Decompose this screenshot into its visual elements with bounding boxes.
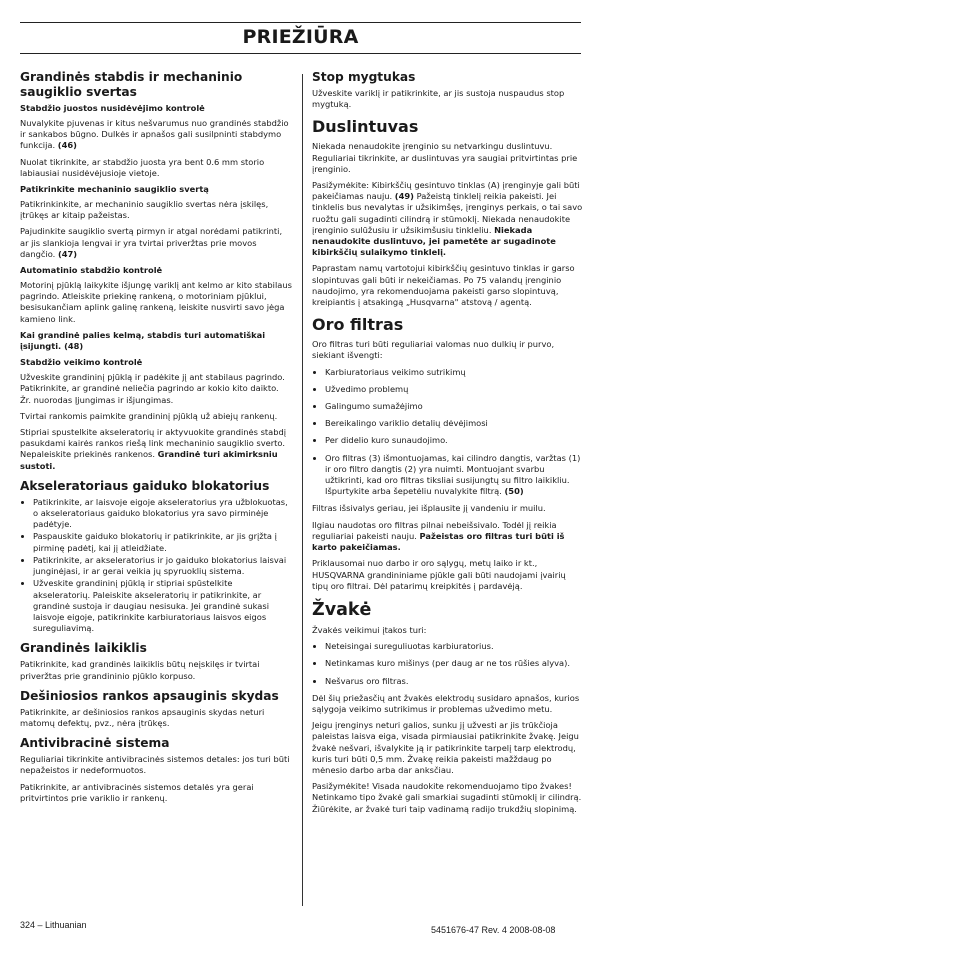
section-spark-plug (312, 599, 584, 815)
paragraph: Patikrinkite, kad grandinės laikiklis būtų neįskilęs ir tvirtai priveržtas prie grandininio pjūklo korpuso. (20, 659, 260, 681)
section-muffler (312, 117, 584, 308)
page-number-label: 324 – Lithuanian (20, 920, 87, 930)
document-number: 5451676-47 Rev. 4 2008-08-08 (431, 925, 556, 935)
heading-right-hand-guard: Dešiniosios rankos apsauginis skydas (20, 688, 279, 703)
list-item: • Nešvarus oro filtras. (325, 676, 584, 687)
paragraph: Patikrinkite, ar dešiniosios rankos apsauginis skydas neturi matomų defektų, pvz., nėra įtrūkęs. (20, 706, 265, 728)
left-column (20, 70, 292, 811)
paragraph: Kai grandinė palies kelmą, stabdis turi automatiškai įsijungti. (48) (20, 329, 266, 352)
page-title: PRIEŽIŪRA (242, 26, 359, 48)
paragraph: Filtras išsivalys geriau, jei išplausite jį vandeniu ir muilu. (312, 503, 546, 514)
paragraph: Oro filtras turi būti reguliariai valomas nuo dulkių ir purvo, siekiant išvengti: (312, 339, 555, 361)
section-air-filter (312, 315, 584, 592)
list-item: • Bereikalingo variklio detalių dėvėjimosi (325, 418, 584, 429)
paragraph: Patikrinkite, ar antivibracinės sistemos detalės yra gerai pritvirtintos prie variklio ir rankenų. (20, 781, 254, 803)
list-item: • Netinkamas kuro mišinys (per daug ar ne tos rūšies alyva). (325, 658, 584, 669)
section-throttle-lockout (20, 479, 292, 634)
list-item: • Paspauskite gaiduko blokatorių ir patikrinkite, ar jis grįžta į pirminę padėtį, kai jį atleidžiate. (33, 531, 292, 553)
section-right-hand-guard (20, 689, 292, 729)
paragraph: Patikrinkinkite, ar mechaninio saugiklio svertas nėra įskilęs, įtrūkęs ar kitaip pažeistas. (20, 199, 269, 221)
paragraph: Pasižymėkite: Kibirkščių gesintuvo tinklas (A) įrenginyje gali būti pakeičiamas nauju. (49) Pažeistą tinklelį reikia pakeisti. Jei tinklelis bus nevalytas ir užsikimšęs, įrenginys perkais, o tai savo ruožtu gali sugadinti cilindrą ir stūmoklį. Niekada nenaudokite įrenginio sulūžusiu ir užsikimšusiu tinkleliu. Niekada nenaudokite duslintuvo, jei pametėte ar sugadinote kibirkščių sulaikymo tinklelį. (312, 180, 583, 258)
subheading-automatic-brake: Automatinio stabdžio kontrolė (20, 265, 163, 276)
paragraph: Pajudinkite saugiklio svertą pirmyn ir atgal norėdami patikrinti, ar jis slankioja lengvai ir yra tvirtai priveržtas prie movos dangčio. (47) (20, 226, 283, 259)
paragraph: Motorinį pjūklą laikykite išjungę variklį ant kelmo ar kito stabilaus pagrindo. Atleiskite priekinę rankeną, o motoriniam pjūklui, besisukančiam aplink galinę rankeną, leiskite nusvirti savo jėga kamieno link. (20, 280, 292, 324)
heading-air-filter: Oro filtras (312, 315, 404, 335)
paragraph: Paprastam namų vartotojui kibirkščių gesintuvo tinklas ir garso slopintuvas gali būti ir nekeičiamas. Po 75 valandų įrenginio naudojimo, yra rekomenduojama pakeisti garso slopintuvą, kreipiantis į atsakingą „Husqvarna" atstovą / agentą. (312, 263, 575, 308)
list-item: • Užvedimo problemų (325, 384, 584, 395)
list-item: • Galingumo sumažėjimo (325, 401, 584, 412)
list-item: • Patikrinkite, ar laisvoje eigoje akseleratorius yra užblokuotas, o akseleratoriaus gaiduko blokatorius yra savo pirminėje padėtyje. (33, 497, 292, 531)
heading-chain-brake: Grandinės stabdis ir mechaninio saugiklio svertas (20, 70, 243, 99)
paragraph: Užveskite variklį ir patikrinkite, ar jis sustoja nuspaudus stop mygtuką. (312, 88, 565, 110)
paragraph: Dėl šių priežasčių ant žvakės elektrodų susidaro apnašos, kurios sąlygoja veikimo sutrikimus ir problemas užvedimo metu. (312, 692, 580, 714)
list-item: • Neteisingai sureguliuotas karbiuratorius. (325, 641, 584, 652)
list-item: • Patikrinkite, ar akseleratorius ir jo gaiduko blokatorius laisvai junginėjasi, ir ar gerai veikia jų spyruoklių sistema. (33, 555, 292, 577)
subheading-lever-check: Patikrinkite mechaninio saugiklio svertą (20, 184, 209, 195)
paragraph: Stipriai spustelkite akseleratorių ir aktyvuokite grandinės stabdį pasukdami kairės rankos riešą link mechaninio saugiklio sverto. Nepaleiskite priekinės rankenos. Grandinė turi akimirksniu sustoti. (20, 427, 287, 471)
paragraph: Užveskite grandininį pjūklą ir padėkite jį ant stabilaus pagrindo. Patikrinkite, ar grandinė neliečia pagrindo ar kokio kito daikto. Žr. nuorodas Įjungimas ir išjungimas. (20, 372, 285, 405)
section-stop-button (312, 70, 584, 110)
list-item: • Užveskite grandininį pjūklą ir stipriai spūstelkite akseleratorių. Paleiskite akseleratorių ir patikrinkite, ar grandinė sustoja ir daugiau nesisuka. Jei grandinė sukasi laisvoje eigoje, patikrinkite karbiuratoriaus laisvos eigos sureguliavimą. (33, 578, 292, 634)
paragraph: Ilgiau naudotas oro filtras pilnai nebeišsivalo. Todėl jį reikia reguliariai pakeisti nauju. Pažeistas oro filtras turi būti iš karto pakeičiamas. (312, 519, 565, 553)
air-filter-list (312, 367, 584, 498)
subheading-brake-wear: Stabdžio juostos nusidėvėjimo kontrolė (20, 103, 205, 113)
list-item: • Karbiuratoriaus veikimo sutrikimų (325, 367, 584, 378)
throttle-list (20, 497, 292, 634)
page-title-bar (20, 22, 581, 54)
subheading-brake-function: Stabdžio veikimo kontrolė (20, 357, 143, 368)
paragraph: Nuvalykite pjuvenas ir kitus nešvarumus nuo grandinės stabdžio ir sankabos būgno. Dulkės ir apnašos gali susilpninti stabdymo funkcija. (46) (20, 118, 289, 151)
list-item: • Per didelio kuro sunaudojimo. (325, 435, 584, 446)
heading-stop-button: Stop mygtukas (312, 70, 416, 84)
paragraph: Reguliariai tikrinkite antivibracinės sistemos detales: jos turi būti nepažeistos ir nedeformuotos. (20, 754, 290, 776)
paragraph: Pasižymėkite! Visada naudokite rekomenduojamo tipo žvakes! Netinkamo tipo žvakė gali smarkiai sugadinti stūmoklį ir cilindrą. Žiūrėkite, ar žvakė turi taip vadinamą radijo trukdžių slopinimą. (312, 781, 582, 814)
spark-plug-list (312, 641, 584, 687)
right-column (312, 70, 584, 822)
list-item: • Oro filtras (3) išmontuojamas, kai cilindro dangtis, varžtas (1) ir oro filtro dangtis (2) yra nuimti. Montuojant svarbu užtikrinti, kad oro filtras tiksliai susijungtų su filtro laikikliu. Išpurtykite arba šepetėliu nuvalykite filtrą. (50) (325, 453, 584, 498)
section-antivibration (20, 736, 292, 804)
paragraph: Priklausomai nuo darbo ir oro sąlygų, metų laiko ir kt., HUSQVARNA grandininiame pjūkle gali būti naudojami įvairių tipų oro filtrai. Dėl patarimų kreipkitės į pardavėją. (312, 558, 566, 591)
heading-chain-catcher: Grandinės laikiklis (20, 641, 147, 656)
column-divider (302, 74, 303, 906)
heading-antivibration: Antivibracinė sistema (20, 736, 170, 751)
section-chain-catcher (20, 641, 292, 681)
paragraph: Niekada nenaudokite įrenginio su netvarkingu duslintuvu. Reguliariai tikrinkite, ar duslintuvas yra saugiai pritvirtintas prie įrenginio. (312, 141, 578, 174)
heading-muffler: Duslintuvas (312, 117, 419, 137)
paragraph: Tvirtai rankomis paimkite grandininį pjūklą už abiejų rankenų. (20, 410, 278, 421)
heading-spark-plug: Žvakė (312, 599, 372, 620)
paragraph: Žvakės veikimui įtakos turi: (312, 624, 427, 635)
heading-throttle-lockout: Akseleratoriaus gaiduko blokatorius (20, 478, 270, 493)
section-chain-brake (20, 70, 292, 472)
paragraph: Jeigu įrenginys neturi galios, sunku jį užvesti ar jis trūkčioja paleistas laisva eiga, visada pirmiausiai patikrinkite žvakę. Jeigu žvakė nešvari, išvalykite ją ir patikrinkite tarpelį tarp elektrodų, kuris turi būti 0,5 mm. Žvakę reikia pakeisti mažždaug po mėnesio darbo arba dar anksčiau. (312, 720, 579, 775)
paragraph: Nuolat tikrinkite, ar stabdžio juosta yra bent 0.6 mm storio labiausiai nusidėvėjusioje vietoje. (20, 156, 265, 178)
